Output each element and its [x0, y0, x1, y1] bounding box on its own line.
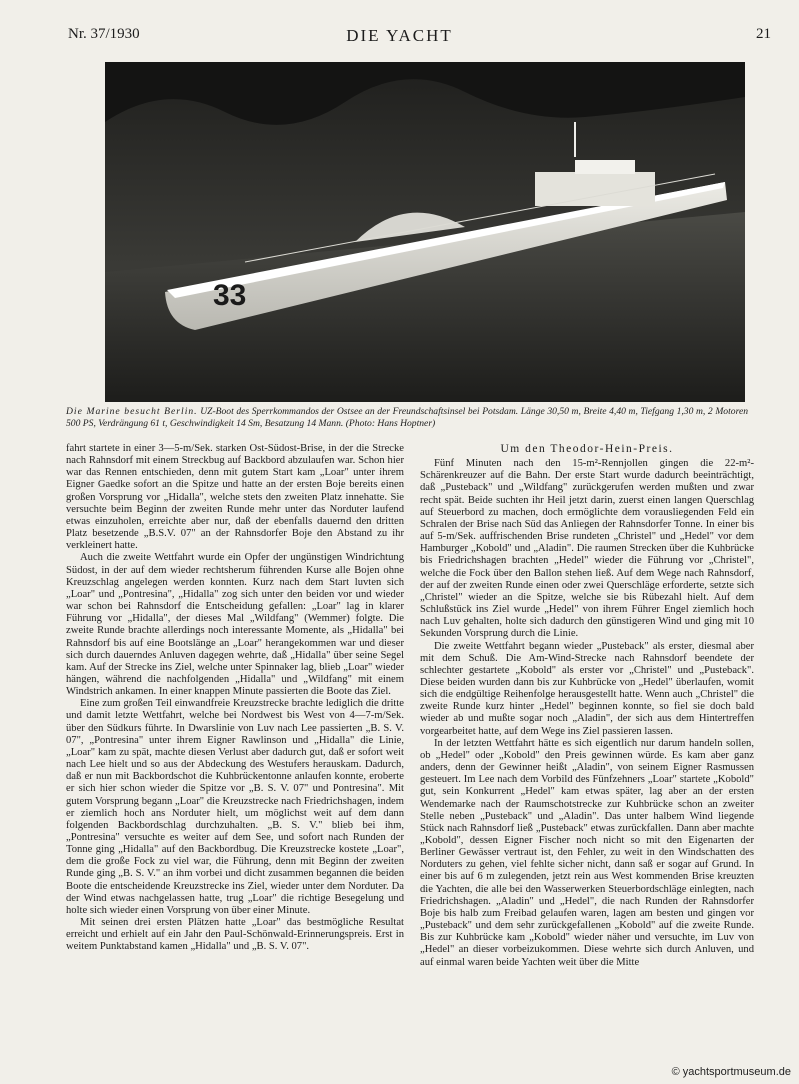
caption-text: UZ-Boot des Sperrkommandos der Ostsee an der Freundschaftsinsel bei Potsdam. Länge 30,50 m, Breite 4,40 m, Tiefgang 1,30 m, 2 Motoren 500 PS, Verdrängung 61 t, Geschwindigkeit 14 Sm, Besatzung 14 Mann. [66, 406, 748, 429]
watermark: © yachtsportmuseum.de [671, 1066, 791, 1078]
paragraph: Die zweite Wettfahrt begann wieder „Pusteback" als erster, diesmal aber mit dem Schuß. Die Am-Wind-Strecke nach Rahnsdorf beendete der schlechter gestartete „Kobold" als erster vor „Christel" und „Pusteback". Diese beiden wurden dann bis zur Kuhbrücke von „Hedel" überlaufen, womit sich die endgültige Reihenfolge herausgestellt hatte. Wenn auch „Christel" die zweite Runde kurz hinter „Hedel" beginnen konnte, so fiel sie doch bald wieder ab und mußte sogar noch „Aladin", der sich aus dem Hintertreffen vorgearbeitet hatte, auf dem Wege ins Ziel passieren lassen. [420, 640, 754, 737]
boat-photo-illustration [105, 62, 745, 402]
paragraph: fahrt startete in einer 3—5-m/Sek. starken Ost-Südost-Brise, in der die Strecke nach Rahnsdorf mit einem Streckbug auf Backbord abzulaufen war. Schon hier war das Rennen entschieden, denn mit gutem Start kam „Loar" unter ihrem Eigner Gaedke sofort an die Spitze und hatte an der ersten Boje bereits einen großen Vorsprung vor „Hidalla", welche stets den zweiten Platz innehatte. Sie versuchte beim Beginn der zweiten Runde mehr unter das Norduter laufend etwas einzuholen, erreichte aber nur, daß der ebenfalls dauernd den dritten Platz besetzende „B.S.V. 07" an der Rahnsdorfer Boje den Abstand zu ihr verkleinert hatte. [66, 443, 404, 552]
paragraph: Eine zum großen Teil einwandfreie Kreuzstrecke brachte lediglich die dritte und damit letzte Wettfahrt, welche bei Nordwest bis West von 4—7-m/Sek. über den Südkurs führte. In Dwarslinie von Luv nach Lee passierten „B. S. V. 07", „Pontresina" unter ihrem Eigner Rawlinson und „Hidalla" die Linie, „Loar" kam zu spät, machte diesen Verlust aber dadurch gut, daß er sofort weit nach Lee hielt und so aus der Abdeckung des Westufers herauskam. Dadurch, daß er nun mit Backbordschot die Kuhbrückentonne anlaufen konnte, eroberte er sich hier schon wieder die Spitze vor „B. S. V. 07" und Pontresina". Mit gutem Vorsprung begann „Loar" die Kreuzstrecke nach Friedrichshagen, indem er ziemlich hoch ans Norduter hielt, um möglichst weit auf dem dann folgenden Backbordschlag durchzuhalten. „B. S. V." blieb bei ihm, „Pontresina" versuchte es weiter auf dem See, und sofort nach Runden der Tonne ging „Hidalla" auf den Backbordbug. Die Kreuzstrecke kostete „Loar", dem die große Fock zu viel war, die Führung, denn mit Beginn der zweiten Runde ging „B. S. V." an ihm vorbei und dicht zusammen begannen die beiden Boote die entscheidende Kreuzstrecke ins Ziel, wieder unter dem Norduter. Da der Wind etwas nachgelassen hatte, trug „Loar" die richtige Besegelung und holte sich wieder einen Vorsprung von über einer Minute. [66, 698, 404, 916]
magazine-title: DIE YACHT [346, 26, 453, 45]
right-column [420, 443, 754, 969]
section-title: Um den Theodor-Hein-Preis. [500, 443, 674, 455]
caption-lead: Die Marine besucht Berlin. [66, 406, 198, 417]
issue-number: Nr. 37/1930 [68, 26, 140, 42]
paragraph: Mit seinen drei ersten Plätzen hatte „Loar" das bestmögliche Resultat erreicht und erhielt auf ein Jahr den Paul-Schönwald-Erinnerungspreis. Erst in weitem Punktabstand kamen „Hidalla" und „B. S. V. 07". [66, 917, 404, 953]
boat-photo [105, 62, 745, 402]
photo-caption [66, 406, 748, 430]
paragraph: In der letzten Wettfahrt hätte es sich eigentlich nur darum handeln sollen, ob „Hedel" oder „Kobold" den Preis gewinnen würde. Es kam aber ganz anders, denn der Gewinner heißt „Aladin", von seinem Eigner Rasmussen gesteuert. Im Lee nach dem Vorbild des Fünfzehners „Loar" startete „Kobold" gut, sein Konkurrent „Hedel" kam etwas später, lag aber an der ersten Wendemarke nach der Raumschotstrecke zur Kuhbrücke schon an zweiter Stelle neben „Pusteback" und „Aladin". Das unter halbem Wind liegende Stück nach Rahnsdorf ließ „Pusteback" etwas zurückfallen. Dann aber machte „Kobold", dessen Eigner Fischer noch nicht so mit den Eigenarten der Berliner Gewässer vertraut ist, den Fehler, zu weit in den Windschatten des Norduters zu gehen, viel fehlte sicher nicht, dann saß er sogar auf Grund. In einer bis auf 6 m zulegenden, jetzt rein aus West kommenden Brise kreuzten die Yachten, die alle bei den Wasserwerken Steuerbordschläge einlegten, nach Friedrichshagen. „Aladin" und „Hedel", die nach Runden der Rahnsdorfer Boje bis halb zum Freibad gelaufen waren, lagen am besten und gingen vor „Pusteback" und dem sehr zurückgefallenen „Kobold" auf die zweite Runde. Bis zur Kuhbrücke kam „Kobold" wieder näher und versuchte, im Luv von „Hedel" an dieser vorbeizukommen. Diese wehrte sich durch Anluven, und auf einmal waren beide Yachten weit über die Mitte [420, 737, 754, 968]
left-column [66, 443, 404, 954]
boat-bridge [575, 160, 635, 174]
paragraph: Auch die zweite Wettfahrt wurde ein Opfer der ungünstigen Windrichtung Südost, in der auf dem wieder rechtsherum führenden Kurse alle Bojen ohne Kreuzschlag angelegen werden konnten. Kurz nach dem Start luvten sich „Loar" und „Pontresina", „Hidalla" zog sich unter den beiden vor und wieder war schon bei Rahnsdorf die Entscheidung gefallen: „Loar" lag in klarer Führung vor „Hidalla", der dieses Mal „Wildfang" (Wemmer) folgte. Die zweite Runde brachte allerdings noch interessante Momente, als „Hidalla" bei Rahnsdorf bis auf eine Bootslänge an „Loar" herangekommen war und dieser sich durch dauerndes Anluven dagegen wehrte, daß „Hidalla" über seine Segel kam. Auf der Strecke ins Ziel, welche unter Spinnaker lag, blieb „Loar" wieder hängen, während die nachfolgenden „Hidalla" und „Wildfang" mit einem Windstrich ankamen. In einer knappen Minute passierten die Boote das Ziel. [66, 552, 404, 698]
caption-credit: (Photo: Hans Hoptner) [345, 418, 436, 429]
paragraph: Fünf Minuten nach den 15-m²-Rennjollen gingen die 22-m²-Schärenkreuzer auf die Bahn. Der erste Start wurde dadurch beeinträchtigt, daß „Pusteback" und „Wildfang" zurückgerufen werden mußten und zwar recht spät. Beide suchten ihr Heil jetzt darin, zuerst einen langen Querschlag auf Steuerbord zu machen, doch ermöglichte dem vorausliegenden Feld ein Schralen der Brise nach Süd das Anliegen der Rahnsdorfer Tonne. In einer bis auf 5-m/Sek. auffrischenden Brise rundeten „Christel" und „Hedel" vor dem Hamburger „Kobold" und „Aladin". Die raumen Strecken über die Kuhbrücke bis Friedrichshagen brachten „Hedel" wieder die Führung vor „Christel", welche die Fock über den Ballon stehen ließ. Auf dem Wege nach Rahnsdorf, der auf der zweiten Runde einen oder zwei Querschläge erforderte, setzte sich „Christel" wieder an die Spitze, welche sie bis Rübezahl hielt. Auf dem Schlußstück ins Ziel wurde „Hedel" von ihrem Führer Engel ziemlich hoch nach Luv gehalten, holte sich dadurch den günstigeren Wind und ging mit 10 Sekunden Vorsprung durch die Linie. [420, 458, 754, 640]
page-number: 21 [756, 26, 771, 42]
hull-number: 33 [213, 279, 247, 312]
